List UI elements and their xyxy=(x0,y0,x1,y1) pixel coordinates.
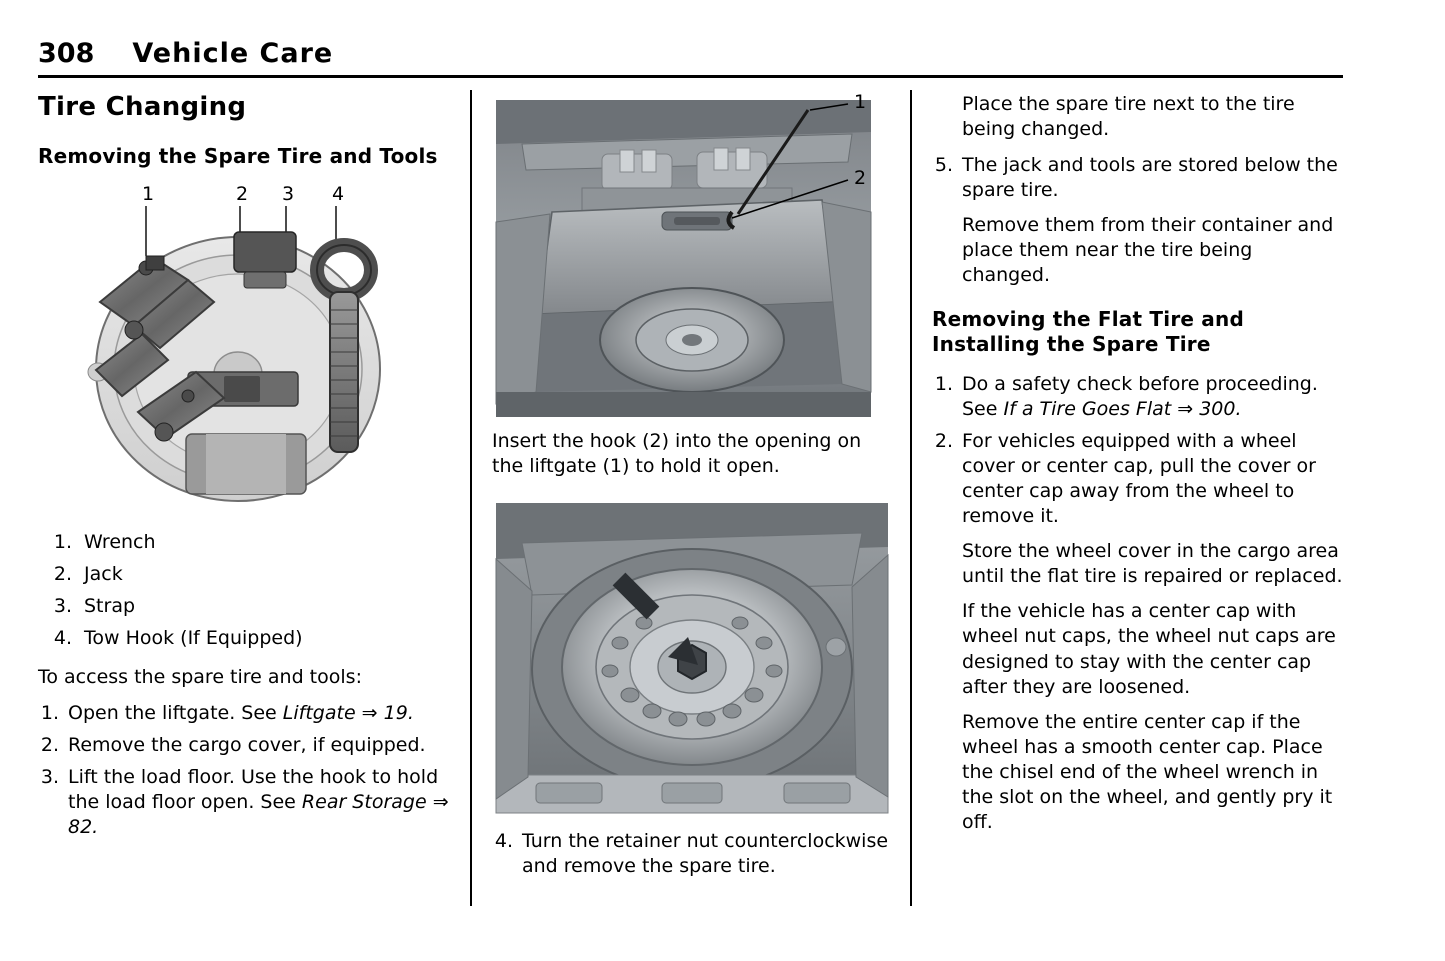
cross-reference: If a Tire Goes Flat ⇒ 300. xyxy=(1003,397,1242,420)
legend-number: 4. xyxy=(53,626,72,649)
header-divider xyxy=(38,75,1343,78)
list-item xyxy=(38,765,458,840)
legend-label: Strap xyxy=(84,594,136,617)
svg-text:3: 3 xyxy=(282,183,295,205)
svg-text:1: 1 xyxy=(854,92,867,113)
list-item xyxy=(932,429,1343,529)
lead-paragraph: Place the spare tire next to the tire being changed. xyxy=(962,93,1295,141)
access-spare-steps xyxy=(38,701,458,840)
list-item xyxy=(38,701,458,726)
legend-label: Wrench xyxy=(84,530,156,553)
legend-number: 1. xyxy=(53,530,72,553)
column-middle xyxy=(492,92,897,879)
cross-reference: Liftgate xyxy=(282,701,356,724)
removing-flat-steps xyxy=(932,372,1343,529)
list-item xyxy=(932,153,1343,203)
page-number: 308 xyxy=(38,38,95,69)
step-number: 4. xyxy=(494,830,513,853)
list-item xyxy=(38,562,458,587)
step-number: 1. xyxy=(40,701,59,724)
step-body: Open the liftgate. See xyxy=(68,701,283,724)
step-number: 2. xyxy=(40,734,59,757)
step-text xyxy=(68,765,458,840)
tools-legend-list xyxy=(38,530,458,651)
list-item xyxy=(38,530,458,555)
access-spare-intro: To access the spare tire and tools: xyxy=(38,665,362,688)
list-item xyxy=(38,626,458,651)
cross-reference: Rear Storage xyxy=(301,791,427,814)
list-item xyxy=(38,733,458,758)
column-divider-1 xyxy=(470,90,472,906)
cargo-area-liftgate-photo xyxy=(492,92,897,417)
column-right xyxy=(932,92,1343,845)
subsection-heading-removing-flat: Removing the Flat Tire and Installing the Spare Tire xyxy=(932,306,1244,357)
step-body: Do a safety check before proceeding. See xyxy=(962,372,1318,420)
list-item xyxy=(932,372,1343,422)
spare-tire-tools-diagram xyxy=(38,184,458,514)
cross-reference-page: ⇒ 82. xyxy=(68,791,449,839)
legend-number: 2. xyxy=(53,562,72,585)
step-text: Remove the cargo cover, if equipped. xyxy=(68,734,426,757)
step-number: 1. xyxy=(934,372,953,395)
center-cap-nut-caps-paragraph: If the vehicle has a center cap with wheel nut caps, the wheel nut caps are designed to stay with the center cap after they are loosened. xyxy=(962,600,1336,698)
column-left xyxy=(38,92,458,850)
legend-label: Tow Hook (If Equipped) xyxy=(84,626,303,649)
step-text xyxy=(68,701,458,726)
wheel-cover-storage-paragraph: Store the wheel cover in the cargo area until the flat tire is repaired or replaced. xyxy=(962,540,1343,588)
page-header xyxy=(38,38,1343,69)
cross-reference-page: ⇒ 19. xyxy=(355,701,414,724)
step-text: Turn the retainer nut counterclockwise and remove the spare tire. xyxy=(522,830,889,878)
step-number: 2. xyxy=(934,429,953,452)
svg-text:4: 4 xyxy=(332,183,345,205)
chapter-title: Vehicle Care xyxy=(132,38,334,69)
access-spare-steps-continued xyxy=(932,153,1343,203)
column-divider-2 xyxy=(910,90,912,906)
legend-label: Jack xyxy=(84,562,123,585)
svg-text:2: 2 xyxy=(236,183,249,205)
figure-caption-retainer-nut xyxy=(492,829,897,879)
step-number: 5. xyxy=(934,154,953,177)
subsection-heading-removing-spare: Removing the Spare Tire and Tools xyxy=(38,144,438,168)
step-number: 3. xyxy=(40,766,59,789)
step-body: Lift the load floor. Use the hook to hold the load floor open. See xyxy=(68,766,439,814)
step-text xyxy=(962,372,1343,422)
step5-followup-paragraph: Remove them from their container and place them near the tire being changed. xyxy=(962,214,1334,287)
step-text: The jack and tools are stored below the spare tire. xyxy=(962,154,1338,202)
page-title: Tire Changing xyxy=(38,92,247,122)
legend-number: 3. xyxy=(53,594,72,617)
figure-caption-liftgate: Insert the hook (2) into the opening on the liftgate (1) to hold it open. xyxy=(492,430,862,478)
list-item xyxy=(38,594,458,619)
spare-tire-retainer-nut-photo xyxy=(492,499,897,817)
svg-text:2: 2 xyxy=(854,167,867,189)
smooth-center-cap-paragraph: Remove the entire center cap if the wheel has a smooth center cap. Place the chisel end of the wheel wrench in the slot on the wheel, and gently pry it off. xyxy=(962,710,1333,833)
step-text: For vehicles equipped with a wheel cover or center cap, pull the cover or center cap away from the wheel to remove it. xyxy=(962,429,1316,528)
svg-text:1: 1 xyxy=(142,183,155,205)
